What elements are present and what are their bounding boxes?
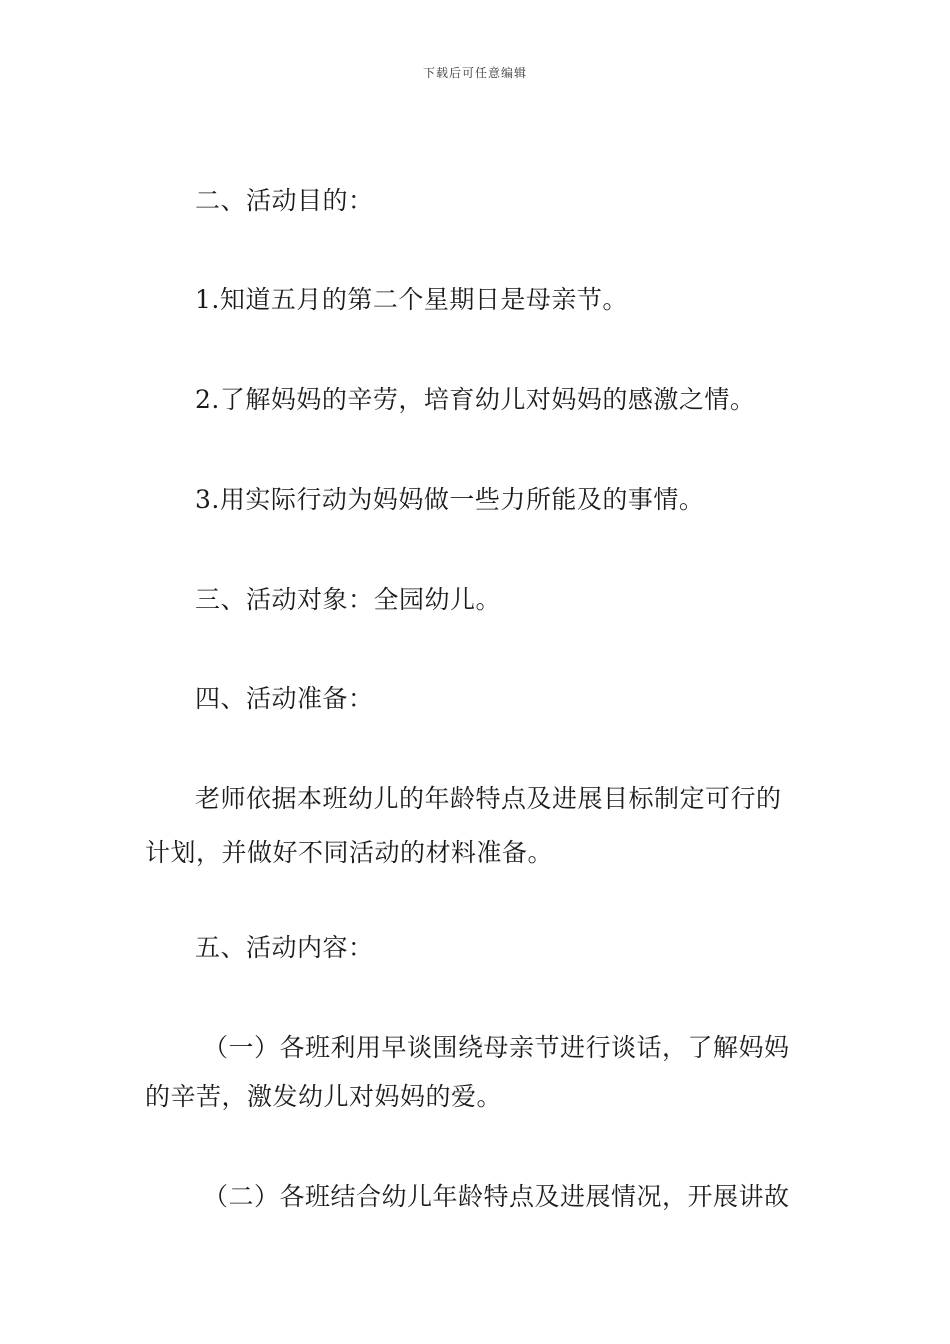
content-item-1-line-1: （一）各班利用早谈围绕母亲节进行谈话，了解妈妈 [203, 1033, 790, 1062]
section-heading-content: 五、活动内容： [195, 933, 374, 962]
page-header: 下载后可任意编辑 [422, 66, 527, 80]
goal-item-3: 3.用实际行动为妈妈做一些力所能及的事情。 [195, 485, 705, 514]
preparation-paragraph-line-2: 计划，并做好不同活动的材料准备。 [145, 838, 554, 867]
preparation-paragraph-line-1: 老师依据本班幼儿的年龄特点及进展目标制定可行的 [195, 784, 782, 813]
section-heading-preparation: 四、活动准备： [195, 684, 374, 713]
goal-item-2: 2.了解妈妈的辛劳，培育幼儿对妈妈的感激之情。 [195, 385, 756, 414]
goal-item-1: 1.知道五月的第二个星期日是母亲节。 [195, 285, 628, 314]
section-heading-goals: 二、活动目的： [195, 186, 374, 215]
section-heading-audience: 三、活动对象：全园幼儿。 [195, 585, 502, 614]
content-item-2-line-1: （二）各班结合幼儿年龄特点及进展情况，开展讲故 [203, 1182, 790, 1211]
content-item-1-line-2: 的辛苦，激发幼儿对妈妈的爱。 [145, 1082, 503, 1111]
